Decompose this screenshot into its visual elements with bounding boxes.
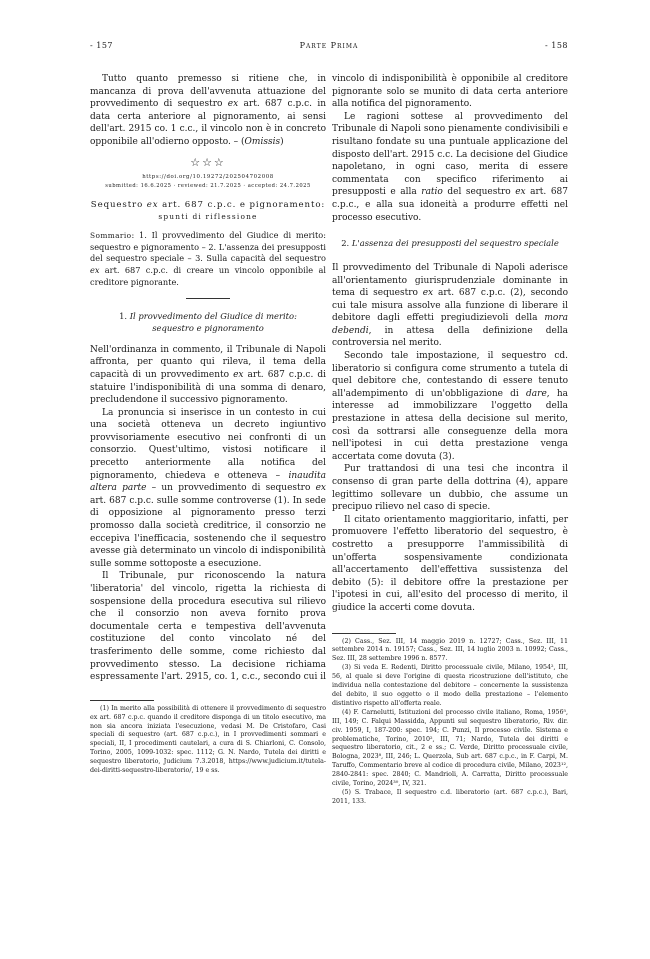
- body-paragraph: Pur trattandosi di una tesi che incontra il consenso di gran parte della dottrina (4), appare legittimo sollevare un dubbio, che assume un precipuo rilievo nel caso di specie.: [332, 464, 568, 513]
- footnote-rule: [90, 700, 154, 701]
- footnote-2: (2) Cass., Sez. III, 14 maggio 2019 n. 12727; Cass., Sez. III, 11 settembre 2014 n. 19157; Cass., Sez. III, 14 luglio 2003 n. 10992; Cass., Sez. III, 28 settembre 1996 n. 8577.: [332, 637, 568, 663]
- section-1-heading: 1. Il provvedimento del Giudice di merito: sequestro e pignoramento: [119, 311, 297, 333]
- doi-link[interactable]: https://doi.org/10.19272/202504702008: [142, 174, 274, 181]
- body-paragraph: La pronuncia si inserisce in un contesto in cui una società otteneva un decreto ingiuntivo provvisoriamente esecutivo nei confronti di un consorzio. Quest'ultimo, vistosi notificare il precetto anteriormente alla notifica del pignoramento, chiedeva e otteneva – inaudita altera parte – un provvedimento di sequestro ex art. 687 c.p.c. sulle somme controverse (1). In sede di opposizione al pignoramento presso terzi promosso dalla società creditrice, il consorzio ne eccepiva l'inefficacia, sostenendo che il sequestro avesse già determinato un vincolo di indisponibilità sulle somme sottoposte a esecuzione.: [90, 407, 326, 569]
- footnote-5: (5) S. Trabace, Il sequestro c.d. liberatorio (art. 687 c.p.c.), Bari, 2011, 133.: [332, 788, 568, 805]
- body-paragraph: Secondo tale impostazione, il sequestro cd. liberatorio si configura come strumento a tutela di quel debitore che, contestando di essere tenuto all'adempimento di un'obbligazione di dare, ha interesse ad immobilizzare l'oggetto della prestazione in attesa della decisione sul merito, così da sottrarsi alle conseguenze della mora nell'ipotesi in cui detta prestazione venga accertata come dovuta (3).: [332, 351, 568, 462]
- left-page-number: - 157: [90, 41, 114, 50]
- article-title: Sequestro ex art. 687 c.p.c. e pignoramento:: [90, 200, 326, 211]
- running-title: Parte Prima: [299, 41, 359, 50]
- sommario: Sommario: 1. Il provvedimento del Giudice di merito: sequestro e pignoramento – 2. L'assenza dei presupposti del sequestro speciale – 3. Sulla capacità del sequestro ex art. 687 c.p.c. di creare un vincolo opponibile al creditore pignorante.: [90, 230, 326, 287]
- separator-rule: [186, 298, 230, 299]
- right-column: [332, 73, 568, 807]
- footnote-rule: [332, 633, 396, 634]
- running-header: [90, 41, 568, 50]
- submission-dates: submitted: 16.6.2025 · reviewed: 21.7.2025 · accepted: 24.7.2025: [105, 183, 311, 190]
- article-subtitle: spunti di riflessione: [158, 212, 258, 222]
- section-2-heading: 2. L'assenza dei presupposti del sequestro speciale: [341, 238, 559, 249]
- body-paragraph: Il citato orientamento maggioritario, infatti, per promuovere l'effetto liberatorio del sequestro, è costretto a presupporre l'ammissibilità di un'offerta sospensivamente condizionata all'accertamento dell'effettiva sussistenza del debito (5): il debitore offre la prestazione per l'ipotesi in cui, all'esito del processo di merito, il giudice la accerti come dovuta.: [332, 514, 568, 613]
- body-paragraph: vincolo di indisponibilità è opponibile al creditore pignorante solo se munito di data certa anteriore alla notifica del pignoramento.: [332, 74, 568, 110]
- right-page-number: - 158: [544, 41, 568, 50]
- body-paragraph: Il provvedimento del Tribunale di Napoli aderisce all'orientamento giurisprudenziale dominante in tema di sequestro ex art. 687 c.p.c. (2), secondo cui tale misura assolve alla funzione di liberare il debitore dagli effetti pregiudizievoli della mora debendi, in attesa della definizione della controversia nel merito.: [332, 262, 568, 349]
- footnote-4: (4) F. Carnelutti, Istituzioni del processo civile italiano, Roma, 1956⁵, III, 149; C. Falqui Massidda, Appunti sul sequestro liberatorio, Riv. dir. civ. 1959, I, 187-200: spec. 194; C. Punzi, Il processo civile. Sistema e problematiche, Torino, 2010², III, 71; Nardo, Tutela dei diritti e sequestro liberatorio, cit., 2 e ss.; C. Verde, Diritto processuale civile, Bologna, 2023⁸, III, 246; L. Querzola, Sub art. 687 c.p.c., in F. Carpi, M. Taruffo, Commentario breve al codice di procedura civile, Milano, 2023¹², 2840-2841: spec. 2840; C. Mandrioli, A. Carratta, Diritto processuale civile, Torino, 2024³⁰, IV, 321.: [332, 708, 568, 788]
- footnote-1: (1) In merito alla possibilità di ottenere il provvedimento di sequestro ex art. 687 c.p.c. quando il creditore disponga di un titolo esecutivo, ma non sia ancora iniziata l'esecuzione, vedasi M. De Cristofaro, Casi speciali di sequestro (art. 687 c.p.c.), in I provvedimenti sommari e speciali, II, I procedimenti cautelari, a cura di S. Chiarloni, C. Consolo, Torino, 2005, 1099-1032: spec. 1112; G. N. Nardo, Tutela dei diritti e sequestro liberatorio, Judicium 7.3.2018, https://www.judicium.it/tutela-dei-diritti-sequestro-liberatorio/, 19 e ss.: [90, 704, 326, 775]
- body-paragraph: Nell'ordinanza in commento, il Tribunale di Napoli affronta, per quanto qui rileva, il tema della capacità di un provvedimento ex art. 687 c.p.c. di statuire l'indisponibilità di una somma di denaro, precludendone il successivo pignoramento.: [90, 344, 326, 406]
- intro-paragraph: Tutto quanto premesso si ritiene che, in mancanza di prova dell'avvenuta attuazione del provvedimento di sequestro ex art. 687 c.p.c. in data certa anteriore al pignoramento, ai sensi dell'art. 2915 co. 1 c.c., il vincolo non è in concreto opponibile all'odierno opposto. – (Omissis): [90, 74, 326, 147]
- footnote-3: (3) Si veda E. Redenti, Diritto processuale civile, Milano, 1954², III, 56, al quale si deve l'origine di questa ricostruzione dell'istituto, che individua nella contestazione del debitore – concernente la sussistenza del debito, il suo oggetto o il modo della prestazione – l'elemento distintivo rispetto all'offerta reale.: [332, 664, 568, 707]
- body-paragraph: Il Tribunale, pur riconoscendo la natura 'liberatoria' del vincolo, rigetta la richiesta di sospensione della procedura esecutiva sul rilievo che il consorzio non aveva fornito prova documentale certa e tempestiva dell'avvenuta costituzione del conto vincolato né del trasferimento delle somme, come richiesto dal provvedimento stesso. La decisione richiama espressamente l'art. 2915, co. 1, c.c., secondo cui il: [90, 571, 326, 683]
- section-stars: ☆☆☆: [190, 155, 226, 169]
- body-paragraph: Le ragioni sottese al provvedimento del Tribunale di Napoli sono pienamente condivisibili e risultano fondate su una puntuale applicazione del disposto dell'art. 2915 c.c. La decisione del Giudice napoletano, in ogni caso, merita di essere commentata con specifico riferimento ai presupposti e alla ratio del sequestro ex art. 687 c.p.c., e alla sua idoneità a produrre effetti nel processo esecutivo.: [332, 111, 568, 223]
- left-column: [90, 73, 326, 776]
